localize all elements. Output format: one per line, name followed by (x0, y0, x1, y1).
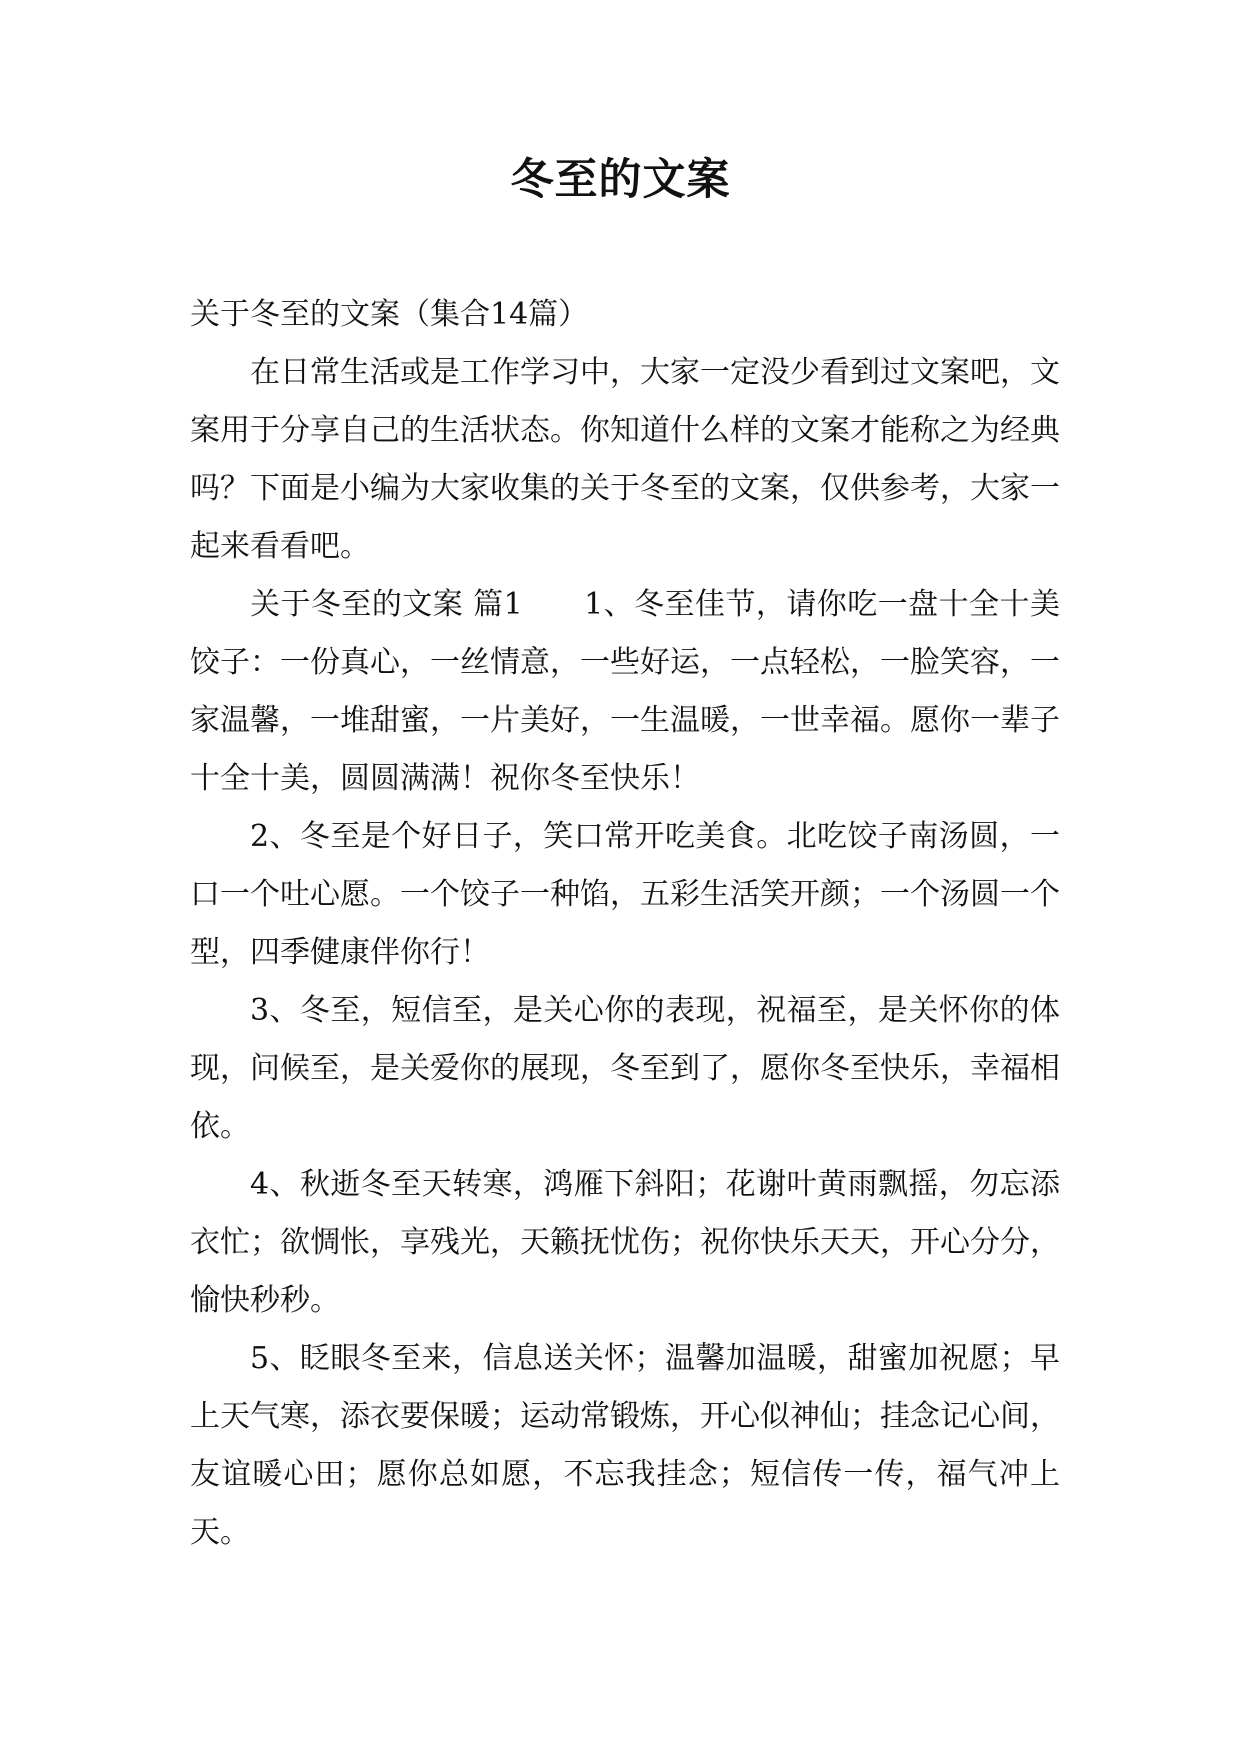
intro-paragraph: 在日常生活或是工作学习中，大家一定没少看到过文案吧，文案用于分享自己的生活状态。你知道什么样的文案才能称之为经典吗？下面是小编为大家收集的关于冬至的文案，仅供参考，大家一起来看看吧。 (190, 355, 1060, 564)
paragraph-item-3: 3、冬至，短信至，是关心你的表现，祝福至，是关怀你的体现，问候至，是关爱你的展现，冬至到了，愿你冬至快乐，幸福相依。 (190, 993, 1060, 1144)
document-subtitle: 关于冬至的文案（集合14篇） (190, 297, 589, 332)
paragraph-item-4: 4、秋逝冬至天转寒，鸿雁下斜阳；花谢叶黄雨飘摇，勿忘添衣忙；欲惆怅，享残光，天籁抚忧伤；祝你快乐天天，开心分分，愉快秒秒。 (190, 1167, 1060, 1318)
document-body (190, 286, 1060, 1562)
document-title: 冬至的文案 (510, 155, 731, 205)
paragraph-item-2: 2、冬至是个好日子，笑口常开吃美食。北吃饺子南汤圆，一口一个吐心愿。一个饺子一种馅，五彩生活笑开颜；一个汤圆一个型，四季健康伴你行！ (190, 819, 1060, 970)
paragraph-item-1: 关于冬至的文案 篇1 1、冬至佳节，请你吃一盘十全十美饺子：一份真心，一丝情意，一些好运，一点轻松，一脸笑容，一家温馨，一堆甜蜜，一片美好，一生温暖，一世幸福。愿你一辈子十全十美，圆圆满满！祝你冬至快乐！ (190, 587, 1060, 796)
paragraph-item-5: 5、眨眼冬至来，信息送关怀；温馨加温暖，甜蜜加祝愿；早上天气寒，添衣要保暖；运动常锻炼，开心似神仙；挂念记心间，友谊暖心田；愿你总如愿，不忘我挂念；短信传一传，福气冲上天。 (190, 1341, 1060, 1550)
